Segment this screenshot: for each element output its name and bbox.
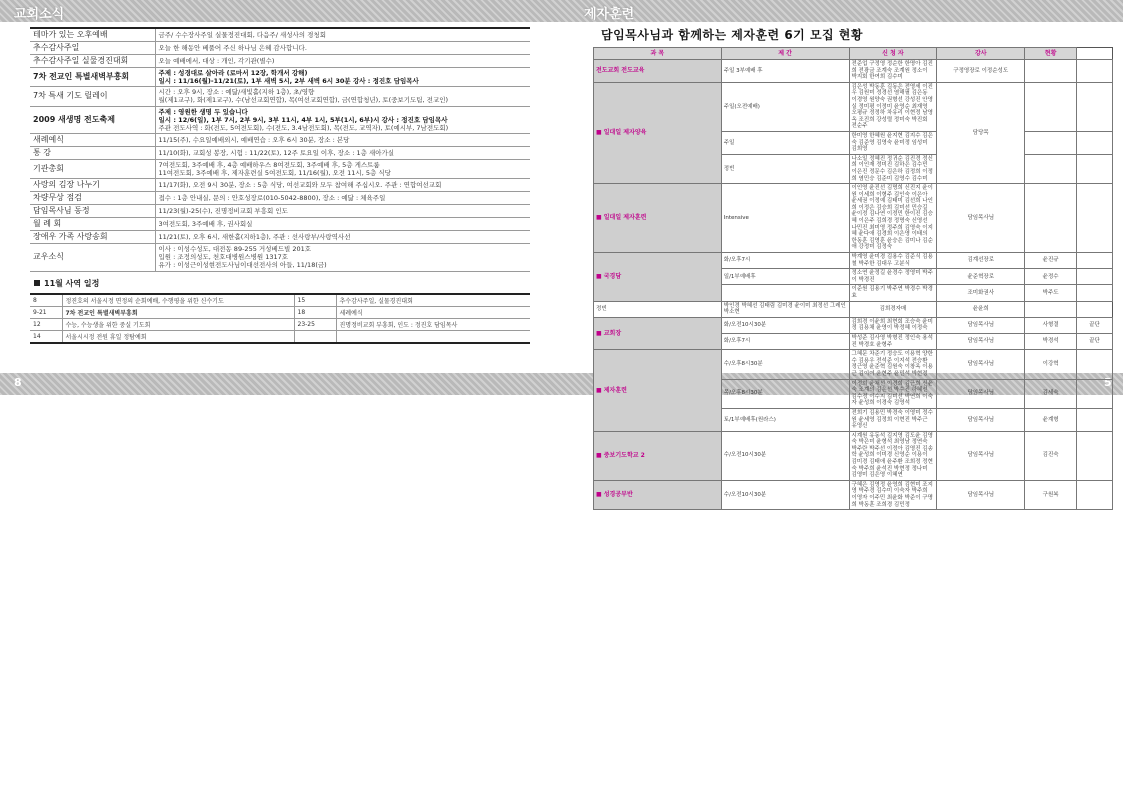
news-detail: [155, 68, 530, 87]
training-row: [594, 317, 1113, 333]
class-time: 정빈: [721, 154, 849, 183]
training-row: [594, 60, 1113, 83]
course-category: ■ 교회장: [594, 317, 722, 349]
applicant-names: 김은성 박동훈 김동은 전영세 이진우 김원미 정경선 염해필 김은동 이경영 원양숙 권형선 강성진 안영실 정미평 이정미 윤영순 최재영 오평규 정정하 차유리 이현정 남영옥 조진희 강성렬 정미숙 박진회 전순주: [849, 82, 937, 131]
applicant-names: 한미영 한혜원 윤지현 김지수 김은숙 김준영 김영숙 윤미정 임성미 김희영: [849, 131, 937, 154]
news-label: 새례예식: [30, 133, 155, 146]
news-detail: [155, 159, 530, 178]
news-detail: [155, 192, 530, 205]
room: [1077, 82, 1113, 131]
news-detail: [155, 87, 530, 106]
news-detail-line: 입원 : 조정의성도, 천호대병원스병원 1317호: [158, 253, 289, 262]
instructor: 담임목사님: [937, 431, 1025, 480]
news-label: 장애우 가족 사랑송회: [30, 231, 155, 244]
status: [1025, 82, 1077, 131]
november-heading: 11월 사역 일정: [34, 278, 530, 289]
status: 윤윤희: [937, 301, 1025, 317]
status: [1025, 131, 1077, 154]
applicant-names: 박성준 김사영 박형진 정인숙 용석진 박경호 윤형주: [849, 333, 937, 349]
room: [1077, 408, 1113, 431]
news-detail: [155, 42, 530, 55]
right-section-title: 제자훈련: [584, 7, 635, 22]
column-header: 제 간: [721, 48, 849, 60]
applicant-names: 구혜은 김영정 윤영희 김현미 조지영 박주경 김수미 이숙자 박주희 이영자 이주민 최윤화 박준이 구명희 박동훈 조희경 김민정: [849, 480, 937, 509]
room: 끝단: [1077, 317, 1113, 333]
november-row: [30, 306, 530, 318]
news-label: 7차 특새 기도 릴레이: [30, 87, 155, 106]
training-header-row: [594, 48, 1113, 60]
news-label: 월 례 회: [30, 218, 155, 231]
class-time: 정빈: [594, 301, 722, 317]
applicant-names: 그혜문 차준기 정승도 이용혁 양한수 김용우 전석준 이지석 전승환 정근영 윤준혁 김원숙 이창옥 이용근 김이여 윤현주 윤민석 박현정: [849, 350, 937, 379]
class-time: Intensive: [721, 184, 849, 253]
column-header: 강사: [937, 48, 1025, 60]
news-row: [30, 42, 530, 55]
news-detail-line: 시간 : 오후 9시, 장소 : 예닮/새빛홀(지하 1층), 초/영향: [158, 88, 315, 97]
room: [1077, 379, 1113, 408]
november-row: [30, 294, 530, 307]
applicant-names: 박인경 박혜선 김태림 김미경 윤이미 최정선 그레인 박소현: [721, 301, 849, 317]
november-event: [336, 330, 530, 343]
room: [1077, 60, 1113, 83]
news-detail-line: 7여전도회, 3주예배 후, 4층 예배하우스 8여전도회, 3주예배 후, 5층 게스트룸: [158, 160, 380, 169]
news-row: [30, 244, 530, 271]
instructor: 담임목사님: [937, 379, 1025, 408]
news-row: [30, 179, 530, 192]
left-section-title: 교회소식: [14, 7, 65, 22]
class-time: 주일: [721, 131, 849, 154]
november-date: 12: [30, 318, 62, 330]
news-label: 사랑의 김장 나누기: [30, 179, 155, 192]
news-detail: [155, 205, 530, 218]
news-label: 추수감사주일: [30, 42, 155, 55]
november-date: [294, 330, 336, 343]
news-label: 7차 전교인 특별새벽부흥회: [30, 68, 155, 87]
training-row: [594, 301, 1113, 317]
news-detail-line: 월(제1교구), 화(제1교구), 수(남선교회연합), 목(여선교회연합), 금(연합청년), 토(중보기도팀, 전교인): [158, 96, 449, 105]
november-date: 9-21: [30, 306, 62, 318]
applicant-names: 시계원 유동석 김지영 김도윤 김영숙 박은미 윤형석 최영남 정연숙 박주란 박주선 이정아 김영진 김송학 윤성희 이미경 신영순 이용이 김미경 김태애 윤주환 조희정 정현숙 박주희 윤석진 박현정 정나미 김영미 김은영 이혜연: [849, 431, 937, 480]
training-row: [594, 480, 1113, 509]
class-time: 주일(오전예배): [721, 82, 849, 131]
status: 박주도: [1025, 285, 1077, 301]
news-detail-line: 금주/ 수수장사주일 실물정진대회, 다음주/ 새성사의 경청회: [158, 30, 326, 39]
news-label: 기관총회: [30, 159, 155, 178]
news-detail-line: 11/15(주), 수요일예배외시, 예배연습 : 오후 6시 30분, 장소 : 본당: [158, 135, 350, 144]
news-detail: [155, 218, 530, 231]
november-date: 8: [30, 294, 62, 307]
news-detail: [155, 55, 530, 68]
instructor: 담임목사님: [937, 408, 1025, 431]
news-row: [30, 231, 530, 244]
training-row: [594, 253, 1113, 269]
column-header: 현황: [1025, 48, 1077, 60]
news-label: 담임목사님 동정: [30, 205, 155, 218]
applicant-names: 정소연 윤정길 윤경수 정영미 박주이 박경진: [849, 269, 937, 285]
right-page-number: 5: [1104, 376, 1112, 389]
news-row: [30, 159, 530, 178]
applicant-names: 전희기 김용민 박경숙 이영미 정수원 윤세영 김정희 이현진 박주근 유영신: [849, 408, 937, 431]
room: [1077, 131, 1113, 154]
status: 윤정수: [1025, 269, 1077, 285]
applicant-names: 김희경 이윤희 최현회 조승숙 윤미정 김용채 윤영이 박정혜 이정숙: [849, 317, 937, 333]
news-detail-line: 11/10(화), 교회성 봉장, 시험 : 11/22(토), 12주 토요일 이후, 장소 : 1층 새아가실: [158, 148, 395, 157]
instructor: 담임목사님: [937, 333, 1025, 349]
course-category: ■ 성경공부반: [594, 480, 722, 509]
news-row: [30, 55, 530, 68]
church-news-page: [30, 27, 530, 344]
news-detail-line: 11/23(월)-25(수), 진명정비교회 부흥회 인도: [158, 207, 288, 216]
applicant-names: 이준원 김용기 박주연 박경수 박경효: [849, 285, 937, 301]
class-time: [721, 285, 849, 301]
news-row: [30, 133, 530, 146]
instructor: 담임목사님: [937, 480, 1025, 509]
news-detail: [155, 231, 530, 244]
news-detail-line: 주관 전도사역 : 화(전도, 5여전도회), 수(전도, 3.4남전도회), 목(전도, 교역자), 토(예시부, 7남전도회): [158, 123, 449, 132]
status: 사형결: [1025, 317, 1077, 333]
instructor: 담임목사님: [937, 184, 1025, 253]
status: 박경석: [1025, 333, 1077, 349]
news-detail-line: 주제 : 영원한 생명 두 있습니다: [158, 107, 248, 116]
status: 윤계형: [1025, 408, 1077, 431]
news-detail-line: 이사 : 이성수성도, 대전동 89-255 거성베드빌 201호: [158, 245, 312, 254]
applicant-names: 박계영 윤미경 김용수 김준식 김용철 박주한 김대우 고분식: [849, 253, 937, 269]
november-event: 수능, 수능생을 위한 중실 기도회: [62, 318, 294, 330]
room: [1077, 431, 1113, 480]
instructor: 윤준혁장로: [937, 269, 1025, 285]
november-event: 진명정비교회 부흥회, 인도 : 정진호 담임목사: [336, 318, 530, 330]
applicant-names: 이정희 윤채선 이경희 김근희 신윤숙 조계의 김은선 박수진 하혜선 김수정 이수지 김미선 박연희 이숙자 윤성희 이경숙 김영석: [849, 379, 937, 408]
applicant-names: 이인영 윤진선 김명희 신진지 윤이원 이세희 이형주 김인숙 이은아 윤세권 이정예 김태미 김선희 나인희 이정은 김승희 김미선 민승길 윤이정 김나연 이정민 한이진 김승혜 이은주 김희경 정명숙 신영선 나민진 최미영 정주희 김영숙 이지혜 윤다애 김경희 이은영 이태의 한동훈 김영훈 윤승은 김미나 김순애 강정미 김정숙: [849, 184, 937, 253]
instructor: 김희경자매: [849, 301, 937, 317]
november-date: 18: [294, 306, 336, 318]
room: [1077, 285, 1113, 301]
november-row: [30, 318, 530, 330]
room: 끝단: [1077, 333, 1113, 349]
news-detail: [155, 179, 530, 192]
news-detail-line: 일시 : 11/16(월)-11/21(토), 1부 새벽 5시, 2부 새벽 6시 30분 강사 : 정진호 담임목사: [158, 77, 419, 86]
news-detail: [155, 106, 530, 133]
news-detail-line: 11/17(화), 오전 9시 30분, 장소 : 5층 식당, 여선교회와 모두 참여해 주십시오. 주관 : 연합여선교회: [158, 181, 442, 190]
instructor: 구정영장로 이정순성도: [937, 60, 1025, 83]
news-row: [30, 218, 530, 231]
news-detail-line: 11여전도회, 3주예배 후, 제자훈련실 5여전도회, 11/16(월), 오전 11시, 5층 식당: [158, 169, 391, 177]
page-title: 담임목사님과 함께하는 제자훈련 6기 모집 현황: [601, 28, 863, 42]
november-event: 정진호의 서울시정 면정의 순회예배, 수행평을 위한 신수기도: [62, 294, 294, 307]
news-label: 2009 새생명 전도축제: [30, 106, 155, 133]
class-time: 화/오전10시30분: [721, 317, 849, 333]
news-detail: [155, 133, 530, 146]
instructor: 김계선장로: [937, 253, 1025, 269]
status: 이강혁: [1025, 350, 1077, 379]
training-row: [594, 350, 1113, 379]
column-header: 과 목: [594, 48, 722, 60]
news-detail: [155, 146, 530, 159]
november-date: 14: [30, 330, 62, 343]
class-time: 주일 3부예배 후: [721, 60, 849, 83]
applicant-names: 전준업 구정영 정순한 한명아 김진희 전광금 조계숙 조계원 정소이 박지회 한여희 김수미: [849, 60, 937, 83]
news-row: [30, 146, 530, 159]
class-time: 수/오전10시30분: [721, 480, 849, 509]
news-label: 추수감사주일 실물경진대회: [30, 55, 155, 68]
instructor: 담당목: [937, 82, 1025, 183]
training-table: [593, 47, 1113, 510]
course-category: ■ 국경담: [594, 253, 722, 302]
news-label: 교우소식: [30, 244, 155, 271]
status: [1025, 184, 1077, 253]
top-stripe: [0, 0, 1123, 22]
status: 구원복: [1025, 480, 1077, 509]
news-label: 테마가 있는 오후예배: [30, 28, 155, 42]
room: [1077, 350, 1113, 379]
status: 김세숙: [1025, 379, 1077, 408]
class-time: 화/오후7시: [721, 253, 849, 269]
class-time: 토/1부예배후(원라스): [721, 408, 849, 431]
status: [1025, 154, 1077, 183]
course-category: ■ 제자훈련: [594, 350, 722, 432]
class-time: 수/오후8시30분: [721, 350, 849, 379]
applicant-names: 나소일 정혜진 정귀순 김진경 정신희 이인재 정미진 김하은 김수민 이은진 정문수 김은하 김정희 이정희 염민승 김준미 김영수 김수미: [849, 154, 937, 183]
room: [1077, 154, 1113, 183]
november-event: 추수감사주일, 실물경진대회: [336, 294, 530, 307]
november-date: 23-25: [294, 318, 336, 330]
news-detail-line: 유가 : 이성근이성현전도사님이대선전사의 아들, 11/18(금): [158, 261, 327, 270]
class-time: 일/1부예배후: [721, 269, 849, 285]
instructor: 담임목사님: [937, 350, 1025, 379]
column-header: 신 청 자: [849, 48, 937, 60]
november-date: 15: [294, 294, 336, 307]
training-row: [594, 184, 1113, 253]
room: [1077, 480, 1113, 509]
news-row: [30, 205, 530, 218]
news-table: [30, 27, 530, 272]
news-label: 차량무상 점검: [30, 192, 155, 205]
square-bullet-icon: [34, 280, 40, 286]
class-time: 화/오후7시: [721, 333, 849, 349]
class-time: 목/오후8시30분: [721, 379, 849, 408]
news-detail-line: 11/21(토), 오후 6시, 새한홀(지하1층), 주관 : 선사랑부/사랑역사선: [158, 233, 351, 242]
room: [1077, 269, 1113, 285]
course-category: ■ 일대일 제자훈련: [594, 184, 722, 253]
november-event: 세례예식: [336, 306, 530, 318]
course-category: ■ 중보기도학교 2: [594, 431, 722, 480]
news-row: [30, 28, 530, 42]
status: [1025, 60, 1077, 83]
course-category: 전도교회 전도교육: [594, 60, 722, 83]
news-row: [30, 87, 530, 106]
class-time: 수/오전10시30분: [721, 431, 849, 480]
instructor: 담임목사님: [937, 317, 1025, 333]
status: 윤진규: [1025, 253, 1077, 269]
news-row: [30, 68, 530, 87]
left-page-number: 8: [14, 376, 22, 389]
news-detail-line: 오늘 예배에서, 대상 : 개인, 각기관(별수): [158, 56, 275, 65]
status: 김진숙: [1025, 431, 1077, 480]
discipleship-page: [593, 24, 1113, 510]
course-category: ■ 일대일 제자양육: [594, 82, 722, 183]
news-row: [30, 192, 530, 205]
news-detail-line: 일시 : 12/6(일), 1부 7시, 2부 9시, 3부 11시, 4부 1시, 5부(1시, 6부)시 강사 : 정진호 담임목사: [158, 115, 448, 124]
training-row: [594, 431, 1113, 480]
room: [1077, 184, 1113, 253]
news-row: [30, 106, 530, 133]
news-detail-line: 접수 : 1층 안내실, 문의 : 안호성장로(010-5042-8800), 장소 : 예닮 : 체육주일: [158, 194, 386, 203]
room: [1077, 253, 1113, 269]
room: [1025, 301, 1077, 317]
instructor: 조미화권사: [937, 285, 1025, 301]
news-detail-line: 오늘 한 해동안 베풀어 주신 하나님 은혜 감사합니다.: [158, 43, 307, 52]
news-detail: [155, 28, 530, 42]
news-label: 통 강: [30, 146, 155, 159]
training-row: [594, 82, 1113, 131]
november-schedule-table: [30, 293, 530, 344]
november-event: 서울시시정 전원 휴일 정탐예회: [62, 330, 294, 343]
news-detail-line: 3여전도회, 3주예배 후, 권사회실: [158, 220, 253, 229]
news-detail: [155, 244, 530, 271]
november-event: 7차 전교인 특별새벽부흥회: [62, 306, 294, 318]
news-detail-line: 주제 : 성경대로 살아라 (로마서 12장, 학개서 강해): [158, 69, 308, 77]
november-row: [30, 330, 530, 343]
